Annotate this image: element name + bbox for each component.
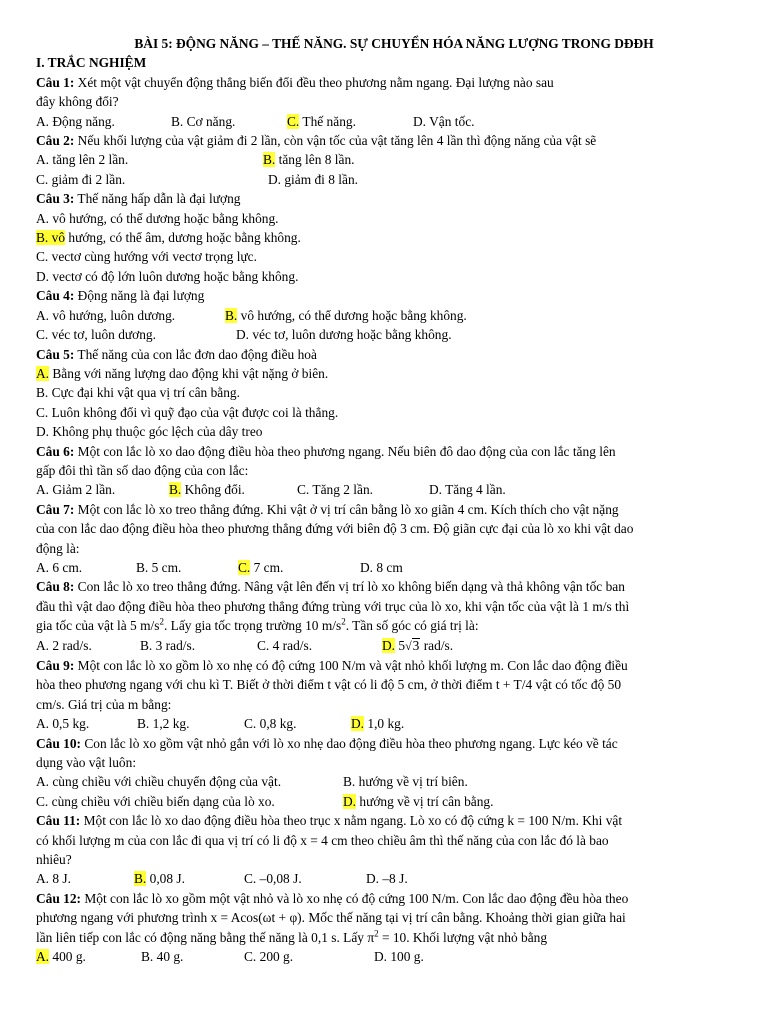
section-heading: I. TRẮC NGHIỆM	[36, 55, 147, 71]
option-b: B. Cơ năng.	[171, 113, 236, 129]
question-label: Câu 3:	[36, 191, 75, 207]
question-text: gia tốc của vật là 5 $m/s^2$. Lấy gia tốc trọng trường 10 $m/s^2$. Tần số góc có giá trị là:	[36, 616, 479, 634]
option-d: D. –8 J.	[366, 871, 408, 887]
option-a: A. Giảm 2 lần.	[36, 482, 116, 498]
answer-highlight: A.	[36, 365, 50, 381]
option-b: B. tăng lên 8 lần.	[263, 152, 355, 168]
answer-highlight: D.	[343, 793, 357, 809]
option-c: C. giảm đi 2 lần.	[36, 171, 126, 187]
option-d: D. véc tơ, luôn dương hoặc bằng không.	[236, 327, 452, 343]
option-b: B. vô hướng, có thể âm, dương hoặc bằng không.	[36, 230, 301, 246]
option-d: D. Vận tốc.	[413, 113, 475, 129]
option-c: C. Tăng 2 lần.	[297, 482, 373, 498]
option-d: D. 8 cm	[360, 559, 403, 575]
option-c: C. 0,8 kg.	[244, 716, 297, 732]
option-a: A. cùng chiều với chiều chuyển động của vật.	[36, 774, 282, 790]
option-d: D. 5√3 rad/s.	[382, 637, 454, 653]
question-10	[36, 734, 732, 812]
question-text: Thế năng hấp dẫn là đại lượng	[74, 191, 241, 207]
question-text: Nếu khối lượng của vật giảm đi 2 lần, còn vận tốc của vật tăng lên 4 lần thì động năng của vật sẽ	[74, 133, 597, 149]
question-text: động là:	[36, 540, 80, 556]
option-c: C. vectơ cùng hướng với vectơ trọng lực.	[36, 249, 257, 265]
question-text: hòa theo phương ngang với chu kì T. Biết ở thời điểm t vật có li độ 5 cm, ở thời điểm t + T/4 vật có tốc độ 50	[36, 677, 622, 693]
question-text: lần liên tiếp con lắc có động năng bằng thế năng là 0,1 s. Lấy $\pi^2 = 10$. Khối lượng vật nhỏ bằng	[36, 928, 548, 945]
question-text: của con lắc dao động điều hòa theo phương thẳng đứng với biên độ 3 cm. Độ giãn cực đại của lò xo khi vật dao	[36, 521, 634, 537]
question-label: Câu 9:	[36, 658, 75, 673]
question-label: Câu 12:	[36, 890, 82, 906]
question-text: phương ngang với phương trình x = Acos(ωt + φ). Mốc thế năng tại vị trí cân bằng. Khoảng thời gian giữa hai	[36, 910, 626, 926]
question-text: Một con lắc lò xo gồm một vật nhỏ và lò xo nhẹ có độ cứng 100 N/m. Con lắc dao động đều hòa theo	[81, 890, 629, 906]
option-c: C. Luôn không đổi vì quỹ đạo của vật được coi là thẳng.	[36, 404, 339, 420]
option-d: D. hướng về vị trí cân bằng.	[343, 793, 494, 809]
question-label: Câu 6:	[36, 443, 75, 459]
answer-highlight: D.	[382, 637, 396, 653]
option-a: A. 0,5 kg.	[36, 716, 90, 732]
answer-highlight: D.	[351, 716, 365, 732]
question-5	[36, 345, 732, 442]
question-text: gấp đôi thì tần số dao động của con lắc:	[36, 462, 249, 478]
option-b: B. Không đổi.	[169, 482, 245, 498]
question-text: nhiêu?	[36, 852, 72, 868]
page-title: BÀI 5: ĐỘNG NĂNG – THẾ NĂNG. SỰ CHUYỂN HÓA NĂNG LƯỢNG TRONG DĐĐH	[134, 36, 654, 51]
question-label: Câu 7:	[36, 501, 75, 517]
option-a: A. Bằng với năng lượng dao động khi vật nặng ở biên.	[36, 365, 329, 381]
option-b: B. hướng về vị trí biên.	[343, 774, 468, 790]
option-c: C. cùng chiều với chiều biến dạng của lò xo.	[36, 793, 275, 809]
option-a: A. vô hướng, có thể dương hoặc bằng không.	[36, 210, 279, 226]
option-a: A. Động năng.	[36, 113, 115, 129]
option-b: B. 3 rad/s.	[140, 637, 196, 653]
option-c: C. véc tơ, luôn dương.	[36, 327, 156, 343]
answer-highlight: B. vô	[36, 230, 66, 246]
option-b: B. 1,2 kg.	[137, 716, 190, 732]
option-b: B. 40 g.	[141, 949, 184, 965]
answer-highlight: B.	[225, 307, 238, 323]
question-text: cm/s. Giá trị của m bằng:	[36, 696, 172, 712]
question-text: Xét một vật chuyển động thẳng biến đổi đều theo phương nằm ngang. Đại lượng nào sau	[74, 74, 554, 90]
question-11	[36, 811, 732, 889]
question-label: Câu 8:	[36, 579, 75, 595]
answer-highlight: A.	[36, 949, 50, 965]
question-label: Câu 2:	[36, 133, 75, 149]
option-a: A. 400 g.	[36, 949, 86, 965]
option-a: A. 8 J.	[36, 871, 71, 887]
question-2	[36, 131, 732, 189]
question-text: Động năng là đại lượng	[74, 288, 205, 304]
option-b: B. Cực đại khi vật qua vị trí cân bằng.	[36, 385, 240, 401]
question-text: Một con lắc lò xo treo thẳng đứng. Khi vật ở vị trí cân bằng lò xo giãn 4 cm. Kích thích cho vật nặng	[74, 501, 619, 517]
question-label: Câu 10:	[36, 735, 82, 751]
option-a: A. 2 rad/s.	[36, 637, 92, 653]
sqrt-radicand: 3	[412, 637, 420, 653]
option-c: C. 200 g.	[244, 949, 294, 965]
option-a: A. vô hướng, luôn dương.	[36, 307, 176, 323]
question-text: Thế năng của con lắc đơn dao động điều hoà	[74, 346, 317, 362]
question-label: Câu 4:	[36, 288, 75, 304]
question-7	[36, 500, 732, 578]
question-6	[36, 442, 732, 500]
question-text: dụng vào vật luôn:	[36, 755, 137, 771]
question-4	[36, 286, 732, 344]
answer-highlight: B.	[263, 152, 276, 168]
question-12	[36, 889, 732, 967]
question-text: Một con lắc lò xo dao động điều hòa theo trục x nằm ngang. Lò xo có độ cứng k = 100 N/m. Khi vật	[80, 813, 623, 829]
question-text: có khối lượng m của con lắc đi qua vị trí có li độ x = 4 cm theo chiều âm thì thế năng của con lắc đó là bao	[36, 832, 609, 848]
option-b: B. 5 cm.	[136, 559, 182, 575]
question-1	[36, 73, 732, 131]
answer-highlight: C.	[287, 113, 300, 129]
option-c: C. 7 cm.	[238, 559, 284, 575]
question-text: đây không đổi?	[36, 94, 119, 110]
option-a: A. tăng lên 2 lần.	[36, 152, 129, 168]
answer-highlight: B.	[169, 482, 182, 498]
option-c: C. Thế năng.	[287, 113, 356, 129]
question-9	[36, 656, 732, 734]
option-b: B. vô hướng, có thể dương hoặc bằng không.	[225, 307, 467, 323]
option-c: C. 4 rad/s.	[257, 637, 313, 653]
question-label: Câu 1:	[36, 74, 75, 90]
option-b: B. 0,08 J.	[134, 871, 185, 887]
option-c: C. –0,08 J.	[244, 871, 302, 887]
option-d: D. giảm đi 8 lần.	[268, 171, 359, 187]
question-text: Một con lắc lò xo gồm lò xo nhẹ có độ cứng 100 N/m và vật nhỏ khối lượng m. Con lắc dao động điều	[74, 658, 628, 673]
option-a: A. 6 cm.	[36, 559, 83, 575]
question-label: Câu 11:	[36, 813, 81, 829]
option-d: D. 1,0 kg.	[351, 716, 405, 732]
answer-highlight: C.	[238, 559, 251, 575]
option-d: D. vectơ có độ lớn luôn dương hoặc bằng không.	[36, 268, 299, 284]
question-text: đầu thì vật dao động điều hòa theo phương thẳng đứng trùng với trục của lò xo, khi vận tốc của vật là 1 m/s thì	[36, 598, 630, 614]
question-label: Câu 5:	[36, 346, 75, 362]
answer-highlight: B.	[134, 871, 147, 887]
question-text: Con lắc lò xo treo thẳng đứng. Nâng vật lên đến vị trí lò xo không biến dạng và thả không vận tốc ban	[74, 579, 625, 595]
option-d: D. Tăng 4 lần.	[429, 482, 506, 498]
option-d: D. Không phụ thuộc góc lệch của dây treo	[36, 424, 263, 440]
option-d: D. 100 g.	[374, 949, 424, 965]
question-text: Con lắc lò xo gồm vật nhỏ gắn với lò xo nhẹ dao động điều hòa theo phương ngang. Lực kéo về tác	[81, 735, 618, 751]
question-text: Một con lắc lò xo dao động điều hòa theo phương ngang. Nếu biên đô dao động của con lắc tăng lên	[74, 443, 616, 459]
question-3	[36, 189, 732, 286]
question-8	[36, 577, 732, 656]
